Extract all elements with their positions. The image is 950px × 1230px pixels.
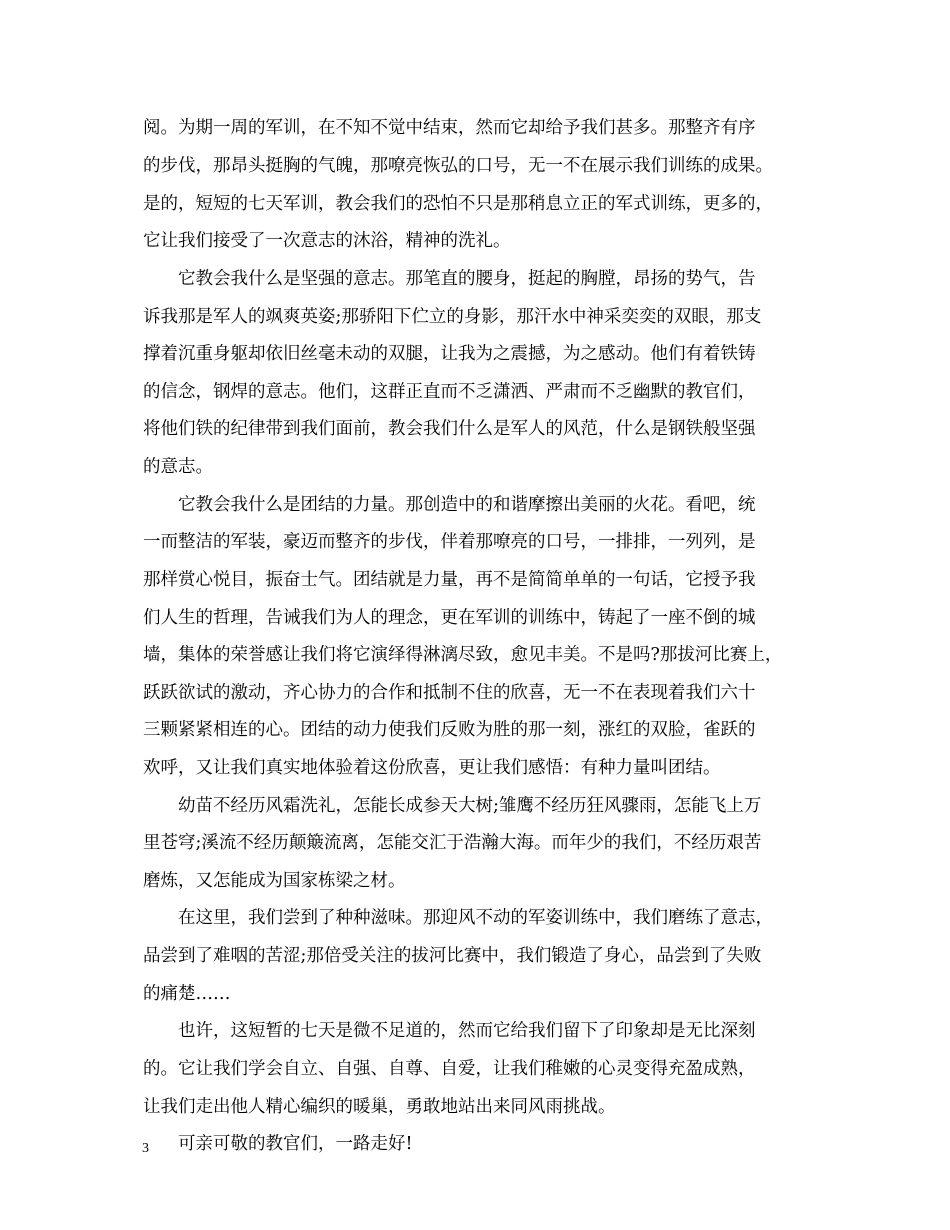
text-line: 的。它让我们学会自立、自强、自尊、自爱，让我们稚嫩的心灵变得充盈成熟， <box>143 1059 756 1079</box>
text-line: 们人生的哲理，告诫我们为人的理念，更在军训的训练中，铸起了一座不倒的城 <box>143 608 756 628</box>
text-line: 里苍穹;溪流不经历颠簸流离，怎能交汇于浩瀚大海。而年少的我们，不经历艰苦 <box>143 833 762 853</box>
text-line: 磨炼，又怎能成为国家栋梁之材。 <box>143 871 406 891</box>
paragraph-first-line: 在这里，我们尝到了种种滋味。那迎风不动的军姿训练中，我们磨练了意志， <box>178 908 773 928</box>
text-line: 将他们铁的纪律带到我们面前，教会我们什么是军人的风范，什么是钢铁般坚强 <box>143 419 756 439</box>
text-line: 是的，短短的七天军训，教会我们的恐怕不只是那稍息立正的军式训练，更多的， <box>143 194 773 214</box>
text-line: 的步伐，那昂头挺胸的气魄，那嘹亮恢弘的口号，无一不在展示我们训练的成果。 <box>143 156 773 176</box>
text-line: 它让我们接受了一次意志的沐浴，精神的洗礼。 <box>143 231 511 251</box>
text-line: 的信念，钢焊的意志。他们，这群正直而不乏潇洒、严肃而不乏幽默的教官们， <box>143 382 756 402</box>
text-line: 诉我那是军人的飒爽英姿;那骄阳下伫立的身影，那汗水中神采奕奕的双眼，那支 <box>143 307 762 327</box>
text-line: 跃跃欲试的激动，齐心协力的合作和抵制不住的欣喜，无一不在表现着我们六十 <box>143 683 756 703</box>
text-line: 的痛楚…… <box>143 984 231 1004</box>
paragraph-first-line: 也许，这短暂的七天是微不足道的，然而它给我们留下了印象却是无比深刻 <box>178 1021 756 1041</box>
text-line: 阅。为期一周的军训，在不知不觉中结束，然而它却给予我们甚多。那整齐有序 <box>143 118 756 138</box>
text-line: 那样赏心悦目，振奋士气。团结就是力量，再不是简简单单的一句话，它授予我 <box>143 570 756 590</box>
text-line: 撑着沉重身躯却依旧丝毫未动的双腿，让我为之震撼，为之感动。他们有着铁铸 <box>143 344 756 364</box>
text-line: 三颗紧紧相连的心。团结的动力使我们反败为胜的那一刻，涨红的双脸，雀跃的 <box>143 720 756 740</box>
text-line: 欢呼，又让我们真实地体验着这份欣喜，更让我们感悟：有种力量叫团结。 <box>143 758 721 778</box>
paragraph-first-line: 幼苗不经历风霜洗礼，怎能长成参天大树;雏鹰不经历狂风骤雨，怎能飞上万 <box>178 796 762 816</box>
paragraph-first-line: 它教会我什么是坚强的意志。那笔直的腰身，挺起的胸膛，昂扬的势气，告 <box>178 269 756 289</box>
page-number: 3 <box>142 1141 149 1156</box>
paragraph-first-line: 它教会我什么是团结的力量。那创造中的和谐摩擦出美丽的火花。看吧，统 <box>178 495 756 515</box>
text-line: 品尝到了难咽的苦涩;那倍受关注的拔河比赛中，我们锻造了身心，品尝到了失败 <box>143 946 762 966</box>
paragraph-first-line: 可亲可敬的教官们，一路走好! <box>178 1134 413 1154</box>
text-line: 的意志。 <box>143 457 213 477</box>
text-line: 让我们走出他人精心编织的暖巢，勇敢地站出来同风雨挑战。 <box>143 1097 616 1117</box>
text-line: 墙，集体的荣誉感让我们将它演绎得淋漓尽致，愈见丰美。不是吗?那拔河比赛上， <box>143 645 783 665</box>
text-line: 一而整洁的军装，豪迈而整齐的步伐，伴着那嘹亮的口号，一排排，一列列，是 <box>143 532 756 552</box>
